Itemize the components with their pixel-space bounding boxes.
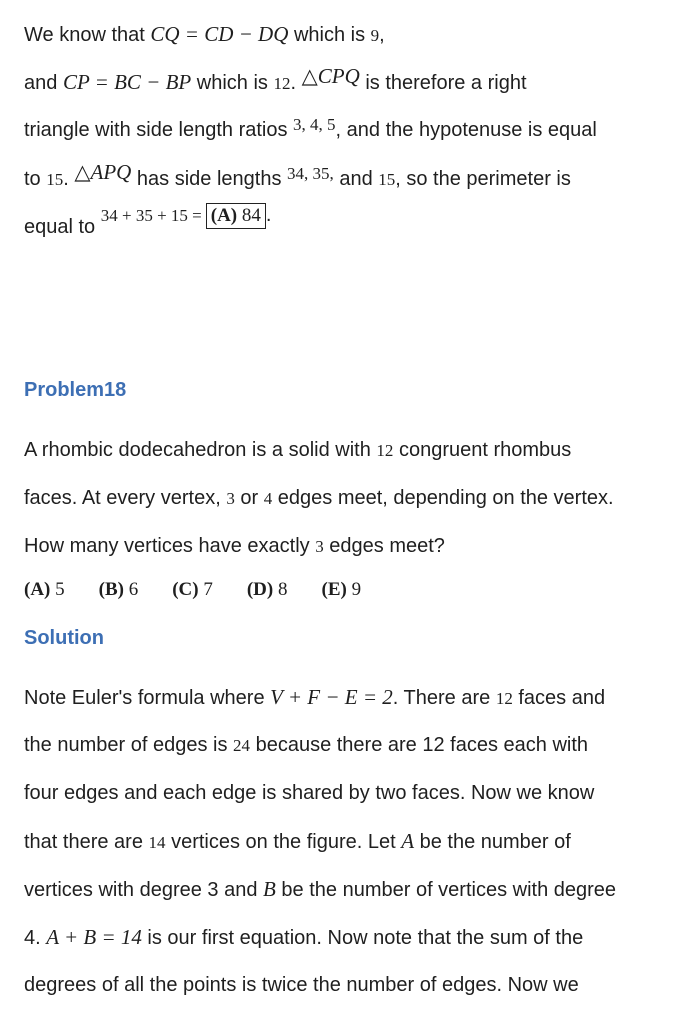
choice-c	[172, 579, 213, 600]
text-line	[24, 876, 668, 903]
text: has side lengths	[131, 168, 288, 190]
text: degrees of all the points is twice the number of edges. Now we	[24, 974, 579, 996]
text: which is	[191, 72, 274, 94]
math-expression: CP = BC − BP	[62, 70, 192, 94]
text: , and the hypotenuse is equal	[335, 119, 597, 141]
choice-value: 9	[351, 579, 362, 600]
text: be the number of	[414, 831, 571, 853]
math-number: 12	[273, 74, 291, 93]
math-number: 9	[370, 26, 380, 45]
choice-value: 8	[278, 579, 288, 600]
text: .	[63, 168, 75, 190]
math-number: 3	[315, 537, 324, 556]
text: and	[333, 168, 379, 190]
math-expression: 34 + 35 + 15 =	[100, 206, 202, 225]
text: or	[234, 487, 264, 509]
text: faces. At every vertex,	[24, 487, 227, 509]
math-expression: V + F − E = 2	[270, 685, 393, 709]
text: A rhombic dodecahedron is a solid with	[24, 439, 377, 461]
math-variable: A	[401, 829, 415, 853]
math-expression: A + B = 14	[46, 925, 142, 949]
text-line	[24, 780, 668, 806]
math-number: 3	[226, 489, 235, 508]
text: vertices with degree 3 and	[24, 879, 264, 901]
text-line	[24, 64, 668, 97]
choice-b	[99, 579, 139, 600]
math-triangle: △APQ	[74, 160, 132, 184]
text: is our first equation. Now note that the sum of the	[141, 927, 584, 949]
text: which is	[288, 24, 371, 46]
choice-letter: (D)	[246, 579, 274, 600]
text-line	[24, 21, 668, 49]
text-line	[24, 684, 668, 712]
text: vertices on the figure. Let	[165, 831, 402, 853]
math-expression: CQ = CD − DQ	[150, 22, 289, 46]
text: ,	[379, 24, 385, 46]
choice-letter: (C)	[172, 579, 199, 600]
text: Note Euler's formula where	[24, 687, 271, 709]
text: triangle with side length ratios	[24, 119, 294, 141]
text-line	[24, 972, 668, 998]
text: four edges and each edge is shared by two faces. Now we know	[24, 782, 595, 804]
math-number: 12	[376, 441, 394, 460]
choice-value: 5	[55, 579, 65, 600]
text: equal to	[24, 216, 101, 238]
text-line	[24, 828, 668, 856]
text-line	[24, 732, 668, 759]
text: the number of edges is	[24, 734, 234, 756]
math-number: 24	[233, 736, 251, 755]
math-number: 15	[46, 170, 64, 189]
choice-letter: (A)	[24, 579, 51, 600]
text: is therefore a right	[359, 72, 527, 94]
answer-choices	[24, 576, 668, 603]
text: faces and	[512, 687, 606, 709]
answer-value: 84	[241, 205, 261, 226]
problem-heading: Problem18	[24, 379, 127, 401]
text: because there are 12 faces each with	[250, 734, 589, 756]
math-triangle: △CPQ	[301, 64, 360, 88]
text-line	[24, 204, 668, 241]
choice-value: 7	[203, 579, 213, 600]
text: congruent rhombus	[393, 439, 572, 461]
choice-a	[24, 579, 65, 600]
choice-d	[247, 579, 288, 600]
boxed-answer	[206, 203, 266, 229]
text: edges meet, depending on the vertex.	[272, 487, 614, 509]
solution-heading: Solution	[24, 627, 104, 649]
text: .	[265, 204, 272, 226]
text: edges meet?	[323, 535, 445, 557]
text: be the number of vertices with degree	[275, 879, 617, 901]
text-line	[24, 924, 668, 951]
answer-letter: (A)	[210, 205, 238, 226]
text: We know that	[24, 24, 151, 46]
text: and	[24, 72, 63, 94]
text-line	[24, 160, 668, 193]
math-sides: 34, 35,	[287, 164, 334, 183]
text-line	[24, 117, 668, 144]
text-line	[24, 485, 668, 512]
math-number: 4	[263, 489, 273, 508]
text-line	[24, 437, 668, 464]
math-number: 12	[495, 689, 513, 708]
text: , so the perimeter is	[395, 168, 571, 190]
math-number: 15	[378, 170, 396, 189]
text: that there are	[24, 831, 149, 853]
math-number: 14	[148, 833, 166, 852]
math-variable: B	[263, 877, 276, 901]
choice-letter: (B)	[98, 579, 124, 600]
choice-letter: (E)	[321, 579, 347, 600]
text: 4.	[24, 927, 47, 949]
text: .	[290, 72, 302, 94]
math-ratios: 3, 4, 5	[293, 115, 336, 134]
choice-value: 6	[128, 579, 139, 600]
text-line	[24, 533, 668, 560]
text: . There are	[392, 687, 496, 709]
text: to	[24, 168, 47, 190]
choice-e	[322, 579, 362, 600]
text: How many vertices have exactly	[24, 535, 316, 557]
